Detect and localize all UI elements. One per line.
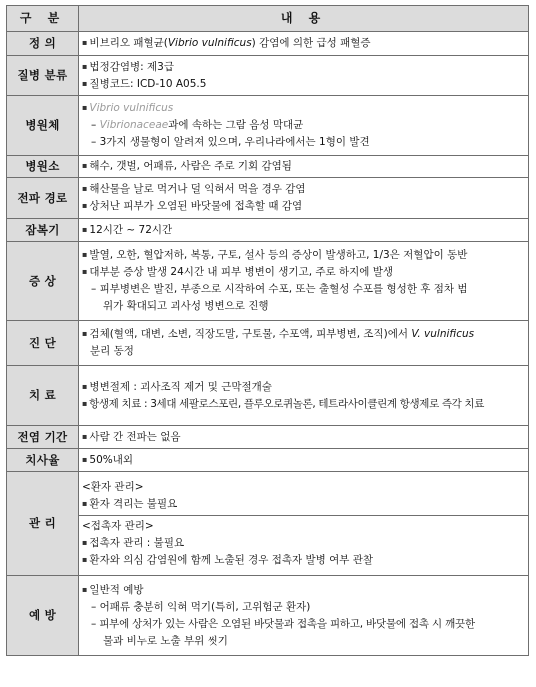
content-fatality <box>79 449 529 472</box>
header-category: 구 분 <box>7 6 79 32</box>
classification-line: ▪ 질병코드: ICD-10 A05.5 <box>82 76 525 93</box>
row-incubation <box>7 219 529 242</box>
disease-info-table <box>6 5 529 656</box>
row-source <box>7 156 529 178</box>
label-incubation: 잠복기 <box>7 219 79 242</box>
label-diagnosis: 진 단 <box>7 321 79 366</box>
pathogen-family-text: 과에 속하는 그람 음성 막대균 <box>168 119 304 131</box>
row-diagnosis <box>7 321 529 366</box>
label-transmission: 전파 경로 <box>7 178 79 219</box>
classification-line: ▪ 법정감염병: 제3급 <box>82 59 525 76</box>
label-treatment: 치 료 <box>7 366 79 426</box>
content-contagious <box>79 426 529 449</box>
content-diagnosis <box>79 321 529 366</box>
treatment-line: ▪ 항생제 치료 : 3세대 세팔로스포린, 플루오로퀴놀론, 테트라사이클린계 항생제로 즉각 치료 <box>82 396 525 413</box>
definition-text: 비브리오 패혈균( <box>89 37 168 49</box>
fatality-line: ▪ 50%내외 <box>82 452 525 469</box>
definition-text-end: ) 감염에 의한 급성 패혈증 <box>251 37 371 49</box>
label-source: 병원소 <box>7 156 79 178</box>
patient-management-line: ▪ 환자 격리는 불필요 <box>82 496 525 513</box>
prevention-sub-line: – 어패류 충분히 익혀 먹기(특히, 고위험군 환자) <box>91 600 311 613</box>
contact-management-line: ▪ 환자와 의심 감염원에 함께 노출된 경우 접촉자 발병 여부 관찰 <box>82 552 525 569</box>
contact-management-line: ▪ 접촉자 관리 : 불필요 <box>82 535 525 552</box>
content-prevention <box>79 576 529 656</box>
row-symptoms <box>7 242 529 321</box>
content-classification <box>79 56 529 96</box>
diagnosis-line: 분리 동정 <box>90 345 134 357</box>
contagious-line: ▪ 사람 간 전파는 없음 <box>82 429 525 446</box>
definition-species: Vibrio vulnificus <box>167 37 252 49</box>
transmission-line: ▪ 해산물을 날로 먹거나 덜 익혀서 먹을 경우 감염 <box>82 181 525 198</box>
content-treatment <box>79 366 529 426</box>
pathogen-name: ▪ Vibrio vulnificus <box>82 100 525 117</box>
label-pathogen: 병원체 <box>7 96 79 156</box>
row-classification <box>7 56 529 96</box>
row-definition <box>7 32 529 56</box>
label-management: 관 리 <box>7 472 79 576</box>
diagnosis-species: V. vulnificus <box>411 328 475 340</box>
label-fatality: 치사율 <box>7 449 79 472</box>
content-source <box>79 156 529 178</box>
content-definition <box>79 32 529 56</box>
row-transmission <box>7 178 529 219</box>
content-pathogen <box>79 96 529 156</box>
label-prevention: 예 방 <box>7 576 79 656</box>
row-pathogen <box>7 96 529 156</box>
row-treatment <box>7 366 529 426</box>
header-content: 내 용 <box>79 6 529 32</box>
contact-management-title: <접촉자 관리> <box>82 519 154 532</box>
patient-management-title: <환자 관리> <box>82 480 144 493</box>
transmission-line: ▪ 상처난 피부가 오염된 바닷물에 접촉할 때 감염 <box>82 198 525 215</box>
symptoms-line: ▪ 발열, 오한, 혈압저하, 복통, 구토, 설사 등의 증상이 발생하고, 1/3은 저혈압이 동반 <box>82 247 525 264</box>
prevention-sub-line: – 피부에 상처가 있는 사람은 오염된 바닷물과 접촉을 피하고, 바닷물에 접촉 시 깨끗한 <box>91 617 475 630</box>
label-contagious: 전염 기간 <box>7 426 79 449</box>
label-symptoms: 증 상 <box>7 242 79 321</box>
diagnosis-line <box>82 326 525 343</box>
treatment-line: ▪ 병변절제 : 괴사조직 제거 및 근막절개술 <box>82 379 525 396</box>
pathogen-biotype-line: – 3가지 생물형이 알려져 있으며, 우리나라에서는 1형이 발견 <box>91 136 370 148</box>
pathogen-family-line: – Vibrionaceae과에 속하는 그람 음성 막대균 <box>91 119 304 131</box>
prevention-line: ▪ 일반적 예방 <box>82 582 525 599</box>
row-fatality <box>7 449 529 472</box>
pathogen-family: Vibrionaceae <box>99 119 169 131</box>
row-contagious <box>7 426 529 449</box>
content-management <box>79 472 529 576</box>
row-prevention <box>7 576 529 656</box>
row-management <box>7 472 529 576</box>
incubation-line: ▪ 12시간 ~ 72시간 <box>82 222 525 239</box>
label-definition: 정 의 <box>7 32 79 56</box>
label-classification: 질병 분류 <box>7 56 79 96</box>
content-transmission <box>79 178 529 219</box>
symptoms-line: ▪ 대부분 증상 발생 24시간 내 피부 병변이 생기고, 주로 하지에 발생 <box>82 264 525 281</box>
symptoms-sub-line: – 피부병변은 발진, 부종으로 시작하여 수포, 또는 출혈성 수포를 형성한 후 점차 범 <box>91 283 468 295</box>
content-symptoms <box>79 242 529 321</box>
prevention-sub-line: 물과 비누로 노출 부위 씻기 <box>103 634 228 647</box>
content-incubation <box>79 219 529 242</box>
diagnosis-text: 검체(혈액, 대변, 소변, 직장도말, 구토물, 수포액, 피부병변, 조직)에서 <box>89 328 412 340</box>
table-header-row <box>7 6 529 32</box>
symptoms-sub-line: 위가 확대되고 괴사성 병변으로 진행 <box>103 300 269 312</box>
pathogen-biotype-text: 3가지 생물형이 알려져 있으며, 우리나라에서는 1형이 발견 <box>99 136 370 148</box>
management-divider <box>79 515 528 516</box>
source-line: ▪ 해수, 갯벌, 어패류, 사람은 주로 기회 감염됨 <box>82 158 525 175</box>
